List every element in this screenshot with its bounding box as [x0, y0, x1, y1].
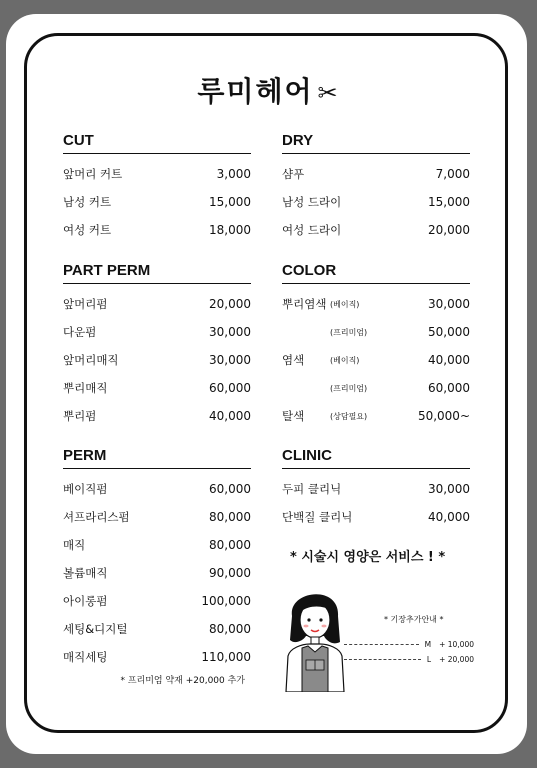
section-title-dry: DRY [282, 132, 470, 154]
menu-row: 단백질 클리닉 40,000 [282, 510, 470, 524]
menu-row: 남성 드라이 15,000 [282, 195, 470, 209]
menu-row: 매직 80,000 [63, 538, 251, 552]
menu-row: 탈색 (상담필요) 50,000~ [282, 409, 470, 423]
extension-title: * 기장추가안내 * [384, 615, 444, 624]
menu-row: 염색 (베이직) 40,000 [282, 353, 470, 367]
extension-row-l: L + 20,000 [344, 655, 474, 664]
menu-row: 세팅&디지털 80,000 [63, 622, 251, 636]
menu-row: 아이롱펌 100,000 [63, 594, 251, 608]
menu-row: 남성 커트 15,000 [63, 195, 251, 209]
menu-row: 매직세팅 110,000 [63, 650, 251, 664]
menu-row: 볼륨매직 90,000 [63, 566, 251, 580]
menu-row: 셔프라리스펌 80,000 [63, 510, 251, 524]
section-part-perm [63, 262, 251, 430]
menu-row: 앞머리펌 20,000 [63, 297, 251, 311]
menu-row: 샴푸 7,000 [282, 167, 470, 181]
menu-row: (프리미엄) 60,000 [330, 381, 470, 395]
scissors-icon: ✂ [317, 79, 340, 107]
menu-row: 여성 드라이 20,000 [282, 223, 470, 237]
menu-row: 뿌리염색 (베이직) 30,000 [282, 297, 470, 311]
section-title-color: COLOR [282, 262, 470, 284]
section-clinic [282, 447, 470, 531]
service-note: * 시술시 영양은 서비스 ! * [290, 550, 446, 565]
menu-row: 두피 클리닉 30,000 [282, 482, 470, 496]
menu-row: 뿌리매직 60,000 [63, 381, 251, 395]
menu-row: 앞머리 커트 3,000 [63, 167, 251, 181]
salon-name: 루미헤어 [197, 75, 314, 108]
section-dry [282, 132, 470, 244]
menu-row: 베이직펌 60,000 [63, 482, 251, 496]
menu-row: (프리미엄) 50,000 [330, 325, 470, 339]
menu-row: 여성 커트 18,000 [63, 223, 251, 237]
section-title-part-perm: PART PERM [63, 262, 251, 284]
section-perm [63, 447, 251, 686]
section-title-cut: CUT [63, 132, 251, 154]
section-color [282, 262, 470, 430]
section-title-clinic: CLINIC [282, 447, 470, 469]
hairdresser-illustration [280, 580, 350, 692]
menu-row: 뿌리펌 40,000 [63, 409, 251, 423]
menu-row: 다운펌 30,000 [63, 325, 251, 339]
salon-title [0, 70, 537, 110]
section-title-perm: PERM [63, 447, 251, 469]
section-cut [63, 132, 251, 244]
extension-row-m: M + 10,000 [344, 640, 474, 649]
menu-row: 앞머리매직 30,000 [63, 353, 251, 367]
premium-footnote: * 프리미엄 약재 +20,000 추가 [120, 676, 245, 686]
